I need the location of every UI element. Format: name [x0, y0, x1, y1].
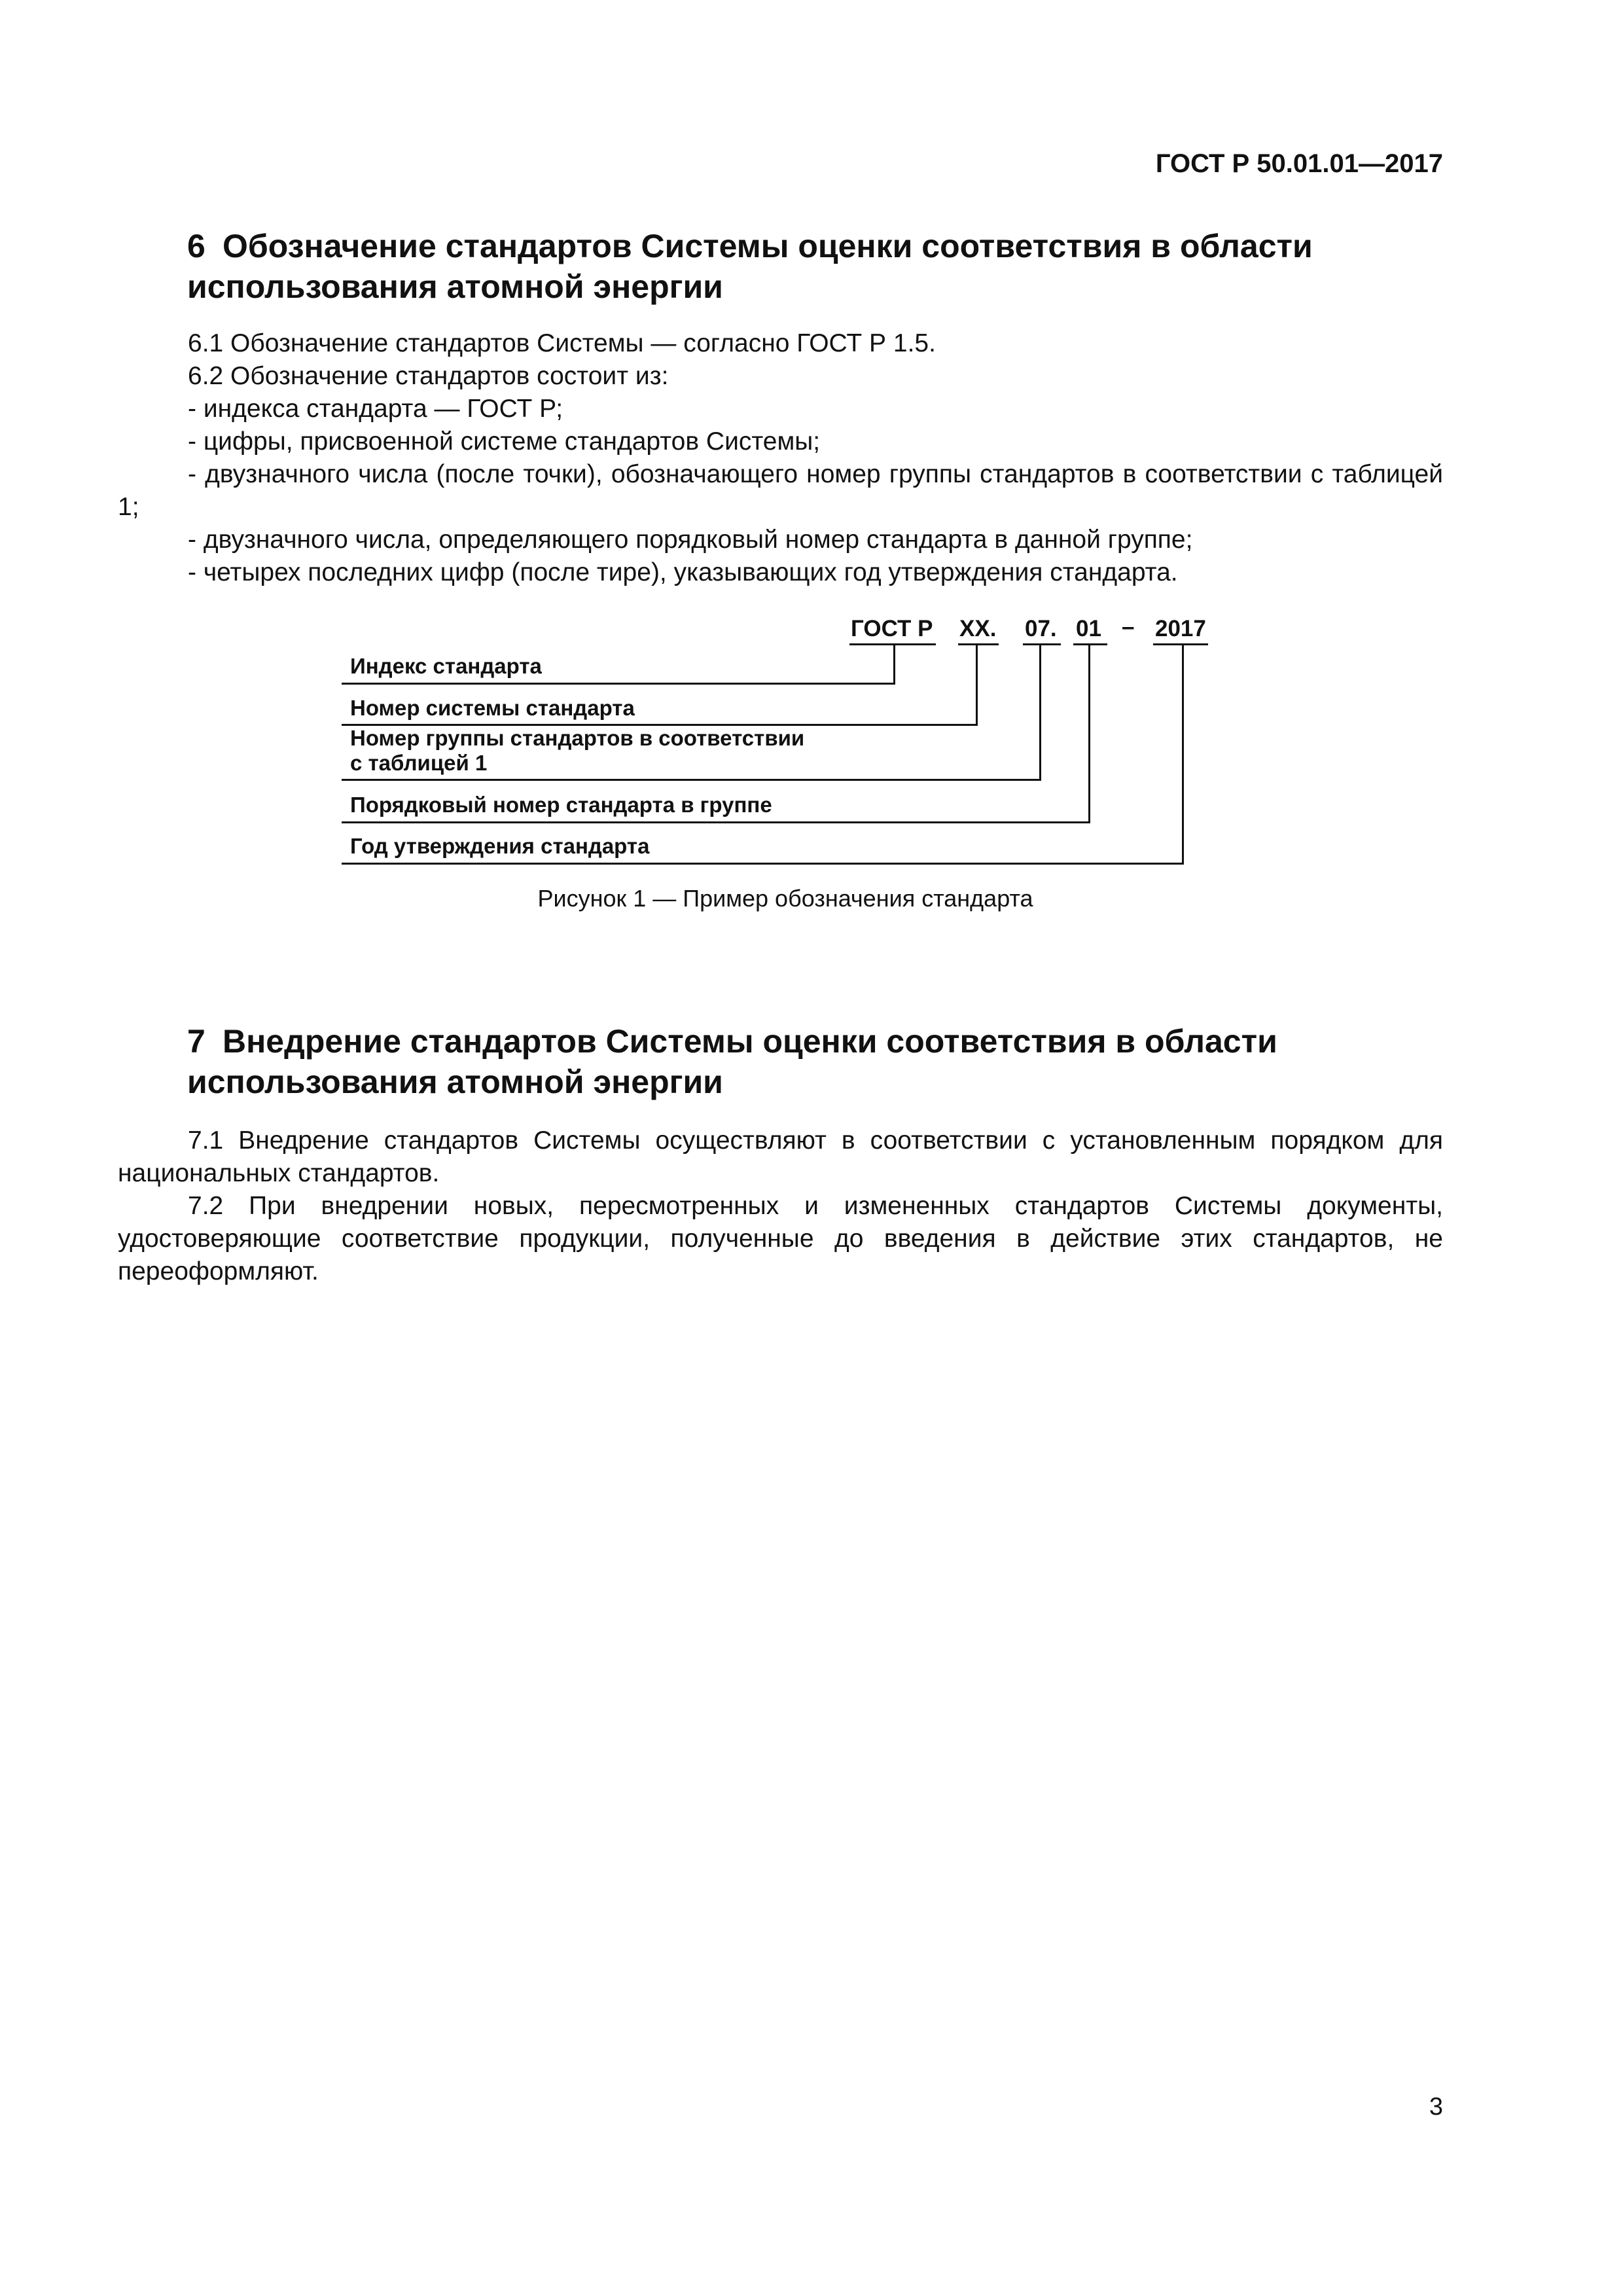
paragraph-6-2: 6.2 Обозначение стандартов состоит из:: [188, 362, 669, 390]
leader-line: [342, 779, 1041, 781]
figure-1-caption: Рисунок 1 — Пример обозначения стандарта: [537, 885, 1033, 912]
label-group-number-line1: Номер группы стандартов в соответствии: [350, 726, 805, 750]
page-number: 3: [1429, 2093, 1443, 2121]
code-part-group: 07.: [1025, 616, 1057, 641]
leader-line: [1182, 645, 1184, 865]
leader-line: [342, 724, 978, 726]
leader-line: [893, 645, 895, 685]
label-group-number-line2: с таблицей 1: [350, 751, 488, 775]
section-7-title-line1: Внедрение стандартов Системы оценки соответствия в области: [223, 1023, 1277, 1060]
section-7-heading: [187, 1021, 1431, 1102]
code-part-index: ГОСТ Р: [851, 616, 933, 641]
leader-line: [1039, 645, 1041, 781]
list-item: - четырех последних цифр (после тире), указывающих год утверждения стандарта.: [188, 558, 1178, 586]
leader-line: [976, 645, 978, 726]
code-part-year: 2017: [1155, 616, 1206, 641]
section-6-title-line2: использования атомной энергии: [187, 268, 723, 305]
list-item: - двузначного числа, определяющего порядковый номер стандарта в данной группе;: [188, 526, 1193, 554]
section-6-number: 6: [187, 228, 205, 264]
leader-line: [1088, 645, 1090, 823]
paragraph-7-1: 7.1 Внедрение стандартов Системы осуществляют в соответствии с установленным порядком для национальных стандартов.: [118, 1126, 1443, 1187]
paragraph-6-1: 6.1 Обозначение стандартов Системы — согласно ГОСТ Р 1.5.: [188, 329, 936, 357]
leader-line: [342, 821, 1090, 823]
section-7-title-line2: использования атомной энергии: [187, 1064, 723, 1100]
code-underline: [1153, 643, 1208, 645]
label-serial-number: Порядковый номер стандарта в группе: [350, 793, 772, 817]
code-underline: [958, 643, 999, 645]
code-underline: [1073, 643, 1107, 645]
list-item: - цифры, присвоенной системе стандартов Системы;: [188, 427, 821, 456]
code-underline: [849, 643, 936, 645]
label-approval-year: Год утверждения стандарта: [350, 834, 650, 858]
section-6-title-line1: Обозначение стандартов Системы оценки соответствия в области: [223, 228, 1313, 264]
document-number-header: ГОСТ Р 50.01.01—2017: [1155, 149, 1443, 178]
leader-line: [342, 863, 1184, 865]
section-7-number: 7: [187, 1023, 205, 1060]
code-part-number: 01: [1076, 616, 1101, 641]
label-index: Индекс стандарта: [350, 654, 542, 678]
code-part-dash: –: [1122, 614, 1135, 639]
label-system-number: Номер системы стандарта: [350, 696, 635, 720]
paragraph-7-2: 7.2 При внедрении новых, пересмотренных и измененных стандартов Системы документы, удостоверяющие соответствие продукции, полученные до введения в действие этих стандартов, не переоформляют.: [118, 1192, 1443, 1285]
list-item: - индекса стандарта — ГОСТ Р;: [188, 395, 563, 423]
code-underline: [1023, 643, 1061, 645]
leader-line: [342, 683, 895, 685]
code-part-system: XX.: [959, 616, 997, 641]
list-item: - двузначного числа (после точки), обозначающего номер группы стандартов в соответствии с таблицей 1;: [118, 460, 1443, 521]
